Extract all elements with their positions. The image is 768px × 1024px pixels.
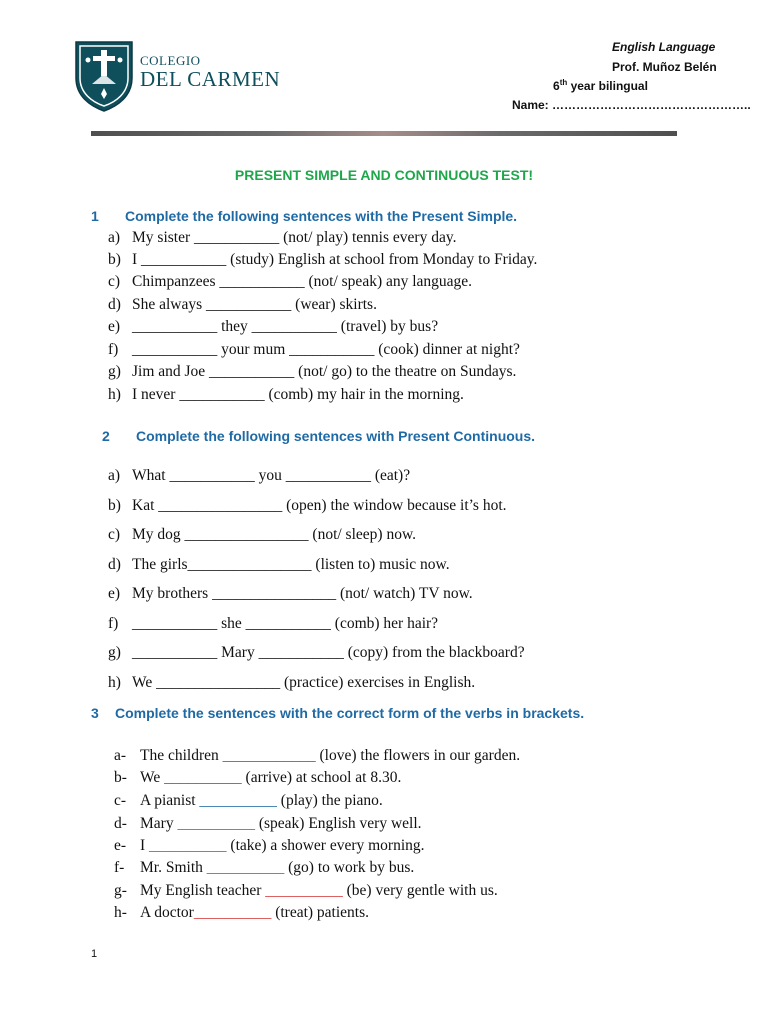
school-crest-icon xyxy=(74,40,134,112)
section-1-heading xyxy=(91,208,517,224)
section-2-heading xyxy=(102,428,535,444)
item-label: g- xyxy=(114,882,127,899)
item-text-after: (take) a shower every morning. xyxy=(226,837,425,854)
answer-blank: __________ xyxy=(265,882,343,899)
item-text: I ___________ (study) English at school from Monday to Friday. xyxy=(132,251,538,268)
answer-blank: __________ xyxy=(199,792,277,809)
item-label: c- xyxy=(114,792,127,809)
list-item xyxy=(114,769,401,787)
year-text: year bilingual xyxy=(567,79,648,93)
answer-blank: __________ xyxy=(177,815,255,832)
section-2-number: 2 xyxy=(102,428,110,444)
list-item xyxy=(108,644,525,662)
item-text: I never ___________ (comb) my hair in the morning. xyxy=(132,386,464,403)
item-label: e- xyxy=(114,837,127,854)
item-text-after: (treat) patients. xyxy=(271,904,370,921)
item-label: f) xyxy=(108,615,119,632)
subject-label: English Language xyxy=(612,40,716,54)
answer-blank: __________ xyxy=(193,904,272,921)
item-text: Kat ________________ (open) the window because it’s hot. xyxy=(132,497,507,514)
item-label: h) xyxy=(108,674,121,691)
list-item xyxy=(114,815,422,833)
item-text: What ___________ you ___________ (eat)? xyxy=(132,467,411,484)
section-3-instruction: Complete the sentences with the correct form of the verbs in brackets. xyxy=(115,705,585,721)
item-text-after: (be) very gentle with us. xyxy=(342,882,498,899)
year-label xyxy=(553,78,648,93)
item-text: ___________ your mum ___________ (cook) dinner at night? xyxy=(132,341,520,358)
list-item xyxy=(108,497,507,515)
item-label: a) xyxy=(108,229,121,246)
list-item xyxy=(108,341,520,359)
item-text: The girls________________ (listen to) music now. xyxy=(132,556,450,573)
item-label: e) xyxy=(108,318,121,335)
item-text-after: (speak) English very well. xyxy=(254,815,422,832)
header-divider xyxy=(91,131,677,136)
list-item xyxy=(108,363,516,381)
list-item xyxy=(108,674,475,692)
section-3-number: 3 xyxy=(91,705,99,721)
item-text-before: A doctor xyxy=(140,904,194,921)
year-suffix: th xyxy=(559,78,568,87)
item-label: b- xyxy=(114,769,127,786)
item-label: g) xyxy=(108,363,121,380)
item-text: Chimpanzees ___________ (not/ speak) any language. xyxy=(132,273,473,290)
list-item xyxy=(108,273,472,291)
item-text-before: A pianist xyxy=(140,792,200,809)
item-text-before: Mr. Smith xyxy=(140,859,207,876)
item-label: a) xyxy=(108,467,121,484)
item-label: d) xyxy=(108,296,121,313)
item-text: ___________ they ___________ (travel) by bus? xyxy=(132,318,439,335)
item-label: b) xyxy=(108,497,121,514)
item-text-before: The children xyxy=(140,747,223,764)
item-label: f) xyxy=(108,341,119,358)
section-1-number: 1 xyxy=(91,208,99,224)
item-label: c) xyxy=(108,273,121,290)
list-item xyxy=(108,386,464,404)
item-text-before: Mary xyxy=(140,815,178,832)
item-text: My dog ________________ (not/ sleep) now. xyxy=(132,526,417,543)
school-name-line1: COLEGIO xyxy=(140,53,201,68)
list-item xyxy=(108,585,473,603)
section-2-instruction: Complete the following sentences with Present Continuous. xyxy=(136,428,536,444)
school-name xyxy=(140,54,280,90)
answer-blank: __________ xyxy=(149,837,227,854)
item-text-after: (love) the flowers in our garden. xyxy=(315,747,521,764)
list-item xyxy=(114,837,425,855)
list-item xyxy=(114,859,414,877)
item-text-before: I xyxy=(140,837,150,854)
list-item xyxy=(108,556,450,574)
item-text: ___________ Mary ___________ (copy) from the blackboard? xyxy=(132,644,525,661)
list-item xyxy=(108,318,438,336)
list-item xyxy=(114,904,369,922)
item-text-after: (play) the piano. xyxy=(276,792,383,809)
list-item xyxy=(114,747,520,765)
item-label: g) xyxy=(108,644,121,661)
item-text-after: (go) to work by bus. xyxy=(284,859,415,876)
answer-blank: ____________ xyxy=(222,747,316,764)
item-text: Jim and Joe ___________ (not/ go) to the theatre on Sundays. xyxy=(132,363,517,380)
list-item xyxy=(108,526,416,544)
list-item xyxy=(114,882,498,900)
item-text: My sister ___________ (not/ play) tennis every day. xyxy=(132,229,457,246)
list-item xyxy=(108,229,456,247)
section-1-instruction: Complete the following sentences with the Present Simple. xyxy=(125,208,518,224)
list-item xyxy=(108,467,410,485)
item-label: b) xyxy=(108,251,121,268)
item-label: d) xyxy=(108,556,121,573)
item-text-before: We xyxy=(140,769,165,786)
item-label: c) xyxy=(108,526,121,543)
item-text: My brothers ________________ (not/ watch) TV now. xyxy=(132,585,473,602)
page-title: PRESENT SIMPLE AND CONTINUOUS TEST! xyxy=(234,167,534,183)
answer-blank: __________ xyxy=(164,769,242,786)
list-item xyxy=(108,296,377,314)
name-field-label: Name: ………………………………………….. xyxy=(512,98,751,112)
item-text: We ________________ (practice) exercises in English. xyxy=(132,674,476,691)
year-number: 6 xyxy=(553,79,560,93)
professor-label: Prof. Muñoz Belén xyxy=(612,60,717,74)
item-label: f- xyxy=(114,859,125,876)
item-text: ___________ she ___________ (comb) her hair? xyxy=(132,615,439,632)
section-3-heading xyxy=(91,705,584,721)
list-item xyxy=(108,251,537,269)
page-number: 1 xyxy=(91,948,98,960)
item-label: a- xyxy=(114,747,127,764)
list-item xyxy=(108,615,438,633)
answer-blank: __________ xyxy=(206,859,285,876)
item-text: She always ___________ (wear) skirts. xyxy=(132,296,377,313)
item-label: h) xyxy=(108,386,121,403)
item-label: h- xyxy=(114,904,127,921)
list-item xyxy=(114,792,383,810)
item-label: e) xyxy=(108,585,121,602)
item-text-before: My English teacher xyxy=(140,882,266,899)
item-label: d- xyxy=(114,815,127,832)
school-name-line2: DEL CARMEN xyxy=(140,67,281,91)
item-text-after: (arrive) at school at 8.30. xyxy=(241,769,402,786)
